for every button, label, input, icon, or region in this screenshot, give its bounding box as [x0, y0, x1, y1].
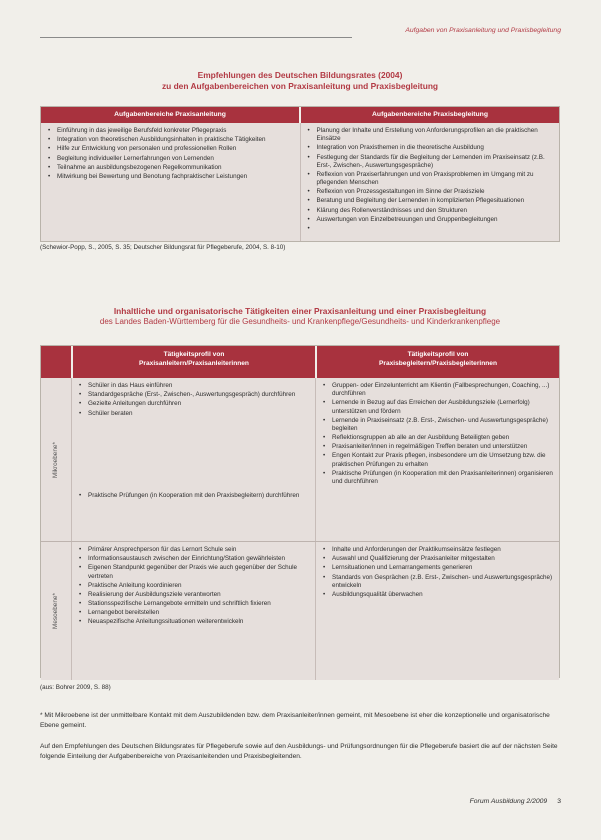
list-item: • Schüler in das Haus einführen — [78, 382, 309, 390]
list-item: • Lernsituationen und Lernarrangements generieren — [322, 564, 553, 572]
list-item: • Auswertungen von Einzelbetreuungen und Gruppenbegleitungen — [307, 216, 554, 224]
praxisbegleiter-header-line1: Tätigkeitsprofil von — [407, 351, 469, 358]
praxisbegleitung-header: Aufgabenbereiche Praxisbegleitung — [301, 107, 559, 123]
list-item: • Lernangebot bereitstellen — [78, 609, 309, 617]
mesoebene-row — [41, 542, 559, 680]
mesoebene-praxisanleiter-list — [78, 546, 309, 627]
list-item: • Beratung und Begleitung der Lernenden in komplizierten Pflegesituationen — [307, 197, 554, 205]
header-spacer — [41, 346, 73, 378]
section1-title-line1: Empfehlungen des Deutschen Bildungsrates (2004) — [197, 70, 403, 80]
praxisbegleitung-list — [307, 127, 554, 224]
praxisbegleitung-column — [301, 123, 560, 241]
mikroebene-row — [41, 378, 559, 542]
mesoebene-label-cell — [41, 542, 72, 680]
mesoebene-praxisbegleiter-list — [322, 546, 553, 599]
mikroebene-praxisanleiter-bottom-list — [78, 492, 309, 501]
list-item: • Lernende in Bezug auf das Erreichen der Ausbildungsziele (Lernerfolg) unterstützen und fördern — [322, 399, 553, 415]
list-item: • Stationsspezifische Lernangebote ermitteln und schriftlich fixieren — [78, 600, 309, 608]
list-item: • Integration von Praxisthemen in die theoretische Ausbildung — [307, 144, 554, 152]
list-item: • Festlegung der Standards für die Begleitung der Lernenden im Praxiseinsatz (z.B. Erst-, Zwischen-, Auswertungsgespräche) — [307, 154, 554, 170]
activity-profile-table — [40, 345, 560, 678]
list-item: • Schüler beraten — [78, 410, 309, 418]
mikroebene-praxisbegleiter-list — [322, 382, 553, 486]
list-item: • Gezielte Anleitungen durchführen — [78, 400, 309, 408]
recommendations-table — [40, 106, 560, 242]
footnote-paragraph-1: * Mit Mikroebene ist der unmittelbare Kontakt mit dem Auszubildenden bzw. dem Praxisanleiter/innen gemeint, mit Mesoebene ist eher die konzeptionelle und organisatorische Ebene gemeint. — [40, 712, 550, 729]
list-item: • Gruppen- oder Einzelunterricht am Klientin (Fallbesprechungen, Coaching, ...) durchführen — [322, 382, 553, 398]
recommendations-table-body — [41, 123, 559, 241]
list-item: • Reflektionsgruppen ab alle an der Ausbildung Beteiligten geben — [322, 434, 553, 442]
recommendations-table-header — [41, 107, 559, 123]
section1-citation: (Schewior-Popp, S., 2005, S. 35; Deutscher Bildungsrat für Pflegeberufe, 2004, S. 8-10) — [40, 244, 286, 251]
section1-title — [40, 70, 560, 93]
list-item: • Integration von theoretischen Ausbildungsinhalten in praktische Tätigkeiten — [47, 136, 294, 144]
praxisanleitung-column — [41, 123, 301, 241]
list-item: • Planung der Inhalte und Erstellung von Anforderungsprofilen an die praktischen Einsätze — [307, 127, 554, 143]
mikroebene-praxisanleiter-list — [78, 382, 309, 418]
footnote-paragraph-2: Auf den Empfehlungen des Deutschen Bildungsrates für Pflegeberufe sowie auf den Ausbildungs- und Prüfungsordnungen für die Pflegeberufe basiert die auf der nächsten Seite folgende Einteilung der Aufgabenbereiche von Praxisanleitenden und Praxisbegleitenden. — [40, 743, 558, 760]
mikroebene-label: Mikroebene* — [51, 441, 59, 478]
page-footer — [470, 798, 561, 807]
section2-title — [40, 306, 560, 328]
running-title: Aufgaben von Praxisanleitung und Praxisbegleitung — [405, 27, 561, 34]
list-item: • Praktische Anleitung koordinieren — [78, 582, 309, 590]
praxisanleitung-header: Aufgabenbereiche Praxisanleitung — [41, 107, 301, 123]
mesoebene-praxisbegleiter-cell — [316, 542, 559, 680]
praxisanleiter-header-line1: Tätigkeitsprofil von — [163, 351, 225, 358]
list-item: • Inhalte und Anforderungen der Praktikumseinsätze festlegen — [322, 546, 553, 554]
list-item: • Standardgespräche (Erst-, Zwischen-, Auswertungsgespräch) durchführen — [78, 391, 309, 399]
praxisanleiter-header-line2: Praxisanleitern/Praxisanleiterinnen — [139, 359, 249, 367]
list-item: • Standards von Gesprächen (z.B. Erst-, Zwischen- und Auswertungsgespräche) entwickeln — [322, 574, 553, 590]
list-item: • Hilfe zur Entwicklung von personalen und professionellen Rollen — [47, 145, 294, 153]
section2-citation: (aus: Bohrer 2009, S. 88) — [40, 684, 111, 691]
list-item: • Mitwirkung bei Bewertung und Benotung fachpraktischer Leistungen — [47, 173, 294, 181]
list-item: • Auswahl und Qualifizierung der Praxisanleiter mitgestalten — [322, 555, 553, 563]
list-item: • Praxisanleiter/innen in regelmäßigen Treffen beraten und unterstützen — [322, 443, 553, 451]
list-item: • Einführung in das jeweilige Berufsfeld konkreter Pflegepraxis — [47, 127, 294, 135]
list-item: • Praktische Prüfungen (in Kooperation mit den Praxisanleiterinnen) organisieren und durchführen — [322, 470, 553, 486]
list-item: • Reflexion von Praxiserfahrungen und von Praxisproblemen im Umgang mit zu pflegenden Menschen — [307, 171, 554, 187]
list-item: • Praktische Prüfungen (in Kooperation mit den Praxisbegleitern) durchführen — [78, 492, 309, 500]
praxisanleitung-list — [47, 127, 294, 181]
list-item: • Lernende in Praxiseinsatz (z.B. Erst-, Zwischen- und Auswertungsgespräche) begleiten — [322, 417, 553, 433]
list-item: • Ausbildungsqualität überwachen — [322, 591, 553, 599]
list-item: • Reflexion von Prozessgestaltungen im Sinne der Praxisziele — [307, 188, 554, 196]
page-number: 3 — [557, 798, 561, 805]
mikroebene-praxisbegleiter-cell — [316, 378, 559, 541]
mesoebene-praxisanleiter-cell — [72, 542, 316, 680]
section2-title-line1: Inhaltliche und organisatorische Tätigkeiten einer Praxisanleitung und einer Praxisbegleitung — [113, 306, 487, 316]
list-item: • Informationsaustausch zwischen der Einrichtung/Station gewährleisten — [78, 555, 309, 563]
journal-name: Forum Ausbildung 2/2009 — [469, 798, 548, 805]
section2-title-line2: des Landes Baden-Württemberg für die Gesundheits- und Krankenpflege/Gesundheits- und Kinderkrankenpflege — [99, 317, 501, 327]
mesoebene-label: Mesoebene* — [51, 593, 59, 629]
praxisbegleiter-header-line2: Praxisbegleitern/Praxisbegleiterinnen — [378, 359, 497, 367]
mikroebene-label-cell — [41, 378, 72, 541]
list-item: • Engen Kontakt zur Praxis pflegen, insbesondere um die Umsetzung bzw. die praktischen Prüfungen zu erhalten — [322, 452, 553, 468]
list-item: • Neuaspezifische Anleitungssituationen weiterentwickeln — [78, 618, 309, 626]
list-item: • Primärer Ansprechperson für das Lernort Schule sein — [78, 546, 309, 554]
header-rule — [40, 37, 352, 38]
list-item: • Begleitung individueller Lernerfahrungen von Lernenden — [47, 155, 294, 163]
list-item: • Teilnahme an ausbildungsbezogenen Regelkommunikation — [47, 164, 294, 172]
list-item: • Realisierung der Ausbildungsziele verantworten — [78, 591, 309, 599]
list-item: • Eigenen Standpunkt gegenüber der Praxis wie auch gegenüber der Schule vertreten — [78, 564, 309, 580]
list-item: • Klärung des Rollenverständnisses und den Strukturen — [307, 207, 554, 215]
section1-title-line2: zu den Aufgabenbereichen von Praxisanleitung und Praxisbegleitung — [161, 81, 439, 92]
praxisbegleiter-profile-header — [317, 346, 559, 378]
mikroebene-praxisanleiter-cell — [72, 378, 316, 541]
praxisanleiter-profile-header — [73, 346, 317, 378]
activity-profile-header — [41, 346, 559, 378]
